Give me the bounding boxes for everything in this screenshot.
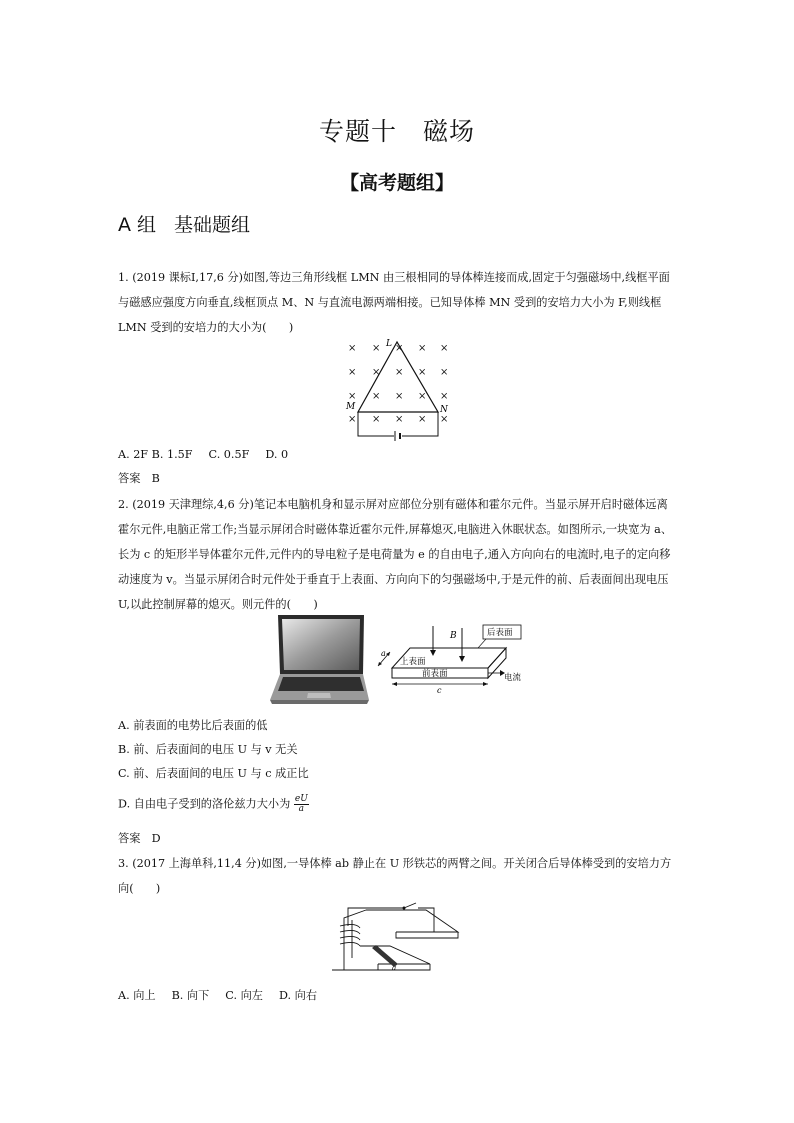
front-face-label: 前表面 [422, 669, 448, 679]
question-2-option-d[interactable] [118, 795, 309, 814]
svg-text:×: × [440, 391, 449, 402]
svg-text:×: × [395, 391, 404, 402]
svg-text:×: × [440, 343, 449, 354]
field-label-b: B [450, 631, 457, 641]
laptop-touchpad [307, 693, 331, 698]
question-1-figure [340, 336, 456, 444]
question-2-option-b[interactable]: B. 前、后表面间的电压 U 与 v 无关 [118, 743, 298, 756]
group-name: 基础题组 [174, 214, 251, 236]
top-face-label: 上表面 [400, 657, 426, 667]
option-c[interactable]: C. 0.5F [208, 448, 250, 461]
svg-text:×: × [418, 391, 427, 402]
option-a[interactable]: A. 向上 [118, 989, 156, 1002]
magnetic-field-crosses [348, 343, 448, 425]
option-c[interactable]: C. 向左 [225, 989, 263, 1002]
upper-arm-top [366, 910, 458, 932]
option-b[interactable]: B. 向下 [171, 989, 210, 1002]
laptop-screen [282, 619, 360, 670]
rod-label-b: b [376, 954, 381, 962]
svg-text:×: × [372, 367, 381, 378]
option-b[interactable]: B. 1.5F [151, 448, 193, 461]
svg-text:×: × [418, 343, 427, 354]
question-1-options [118, 446, 288, 464]
rod-label-a: a [392, 964, 397, 972]
switch-wire-right [418, 908, 434, 932]
option-d-fraction [294, 795, 309, 814]
current-label: 电流 [504, 673, 522, 683]
svg-text:×: × [395, 414, 404, 425]
svg-text:×: × [372, 414, 381, 425]
question-2-text: 2. (2019 天津理综,4,6 分)笔记本电脑机身和显示屏对应部位分别有磁体和霍尔元件。当显示屏开启时磁体远离霍尔元件,电脑正常工作;当显示屏闭合时磁体靠近霍尔元件,屏幕熄灭,电脑进入休眠状态。如图所示,一块宽为 a、长为 c 的矩形半导体霍尔元件,元件内的导电粒子是电荷量为 e 的自由电子,通入方向向右的电流时,电子的定向移动速度为 v。当显示屏闭合时元件处于垂直于上表面、方向向下的匀强磁场中,于是元件的前、后表面间出现电压 U,以此控制屏幕的熄灭。则元件的( ) [118, 498, 673, 611]
lower-arm-top [360, 946, 430, 964]
svg-text:×: × [395, 367, 404, 378]
question-2-answer: 答案 D [118, 832, 161, 845]
length-label-c: c [437, 686, 442, 695]
svg-text:×: × [418, 414, 427, 425]
option-d-text: D. 自由电子受到的洛伦兹力大小为 [118, 797, 291, 811]
question-1-answer: 答案 B [118, 472, 160, 485]
svg-text:×: × [440, 367, 449, 378]
hall-element-figure [376, 622, 526, 708]
switch-pivot [403, 907, 406, 910]
width-label-a: a [381, 649, 386, 658]
laptop-illustration [268, 612, 370, 708]
lower-arm-front [378, 964, 430, 970]
back-face-label: 后表面 [487, 628, 513, 638]
option-d[interactable]: D. 0 [265, 448, 289, 461]
svg-text:×: × [348, 391, 357, 402]
laptop-keyboard [278, 677, 364, 691]
question-3-figure [326, 898, 462, 976]
option-d[interactable]: D. 向右 [278, 989, 318, 1002]
svg-text:×: × [348, 343, 357, 354]
coil-windings [340, 924, 360, 946]
svg-text:×: × [372, 343, 381, 354]
laptop-edge [270, 700, 369, 704]
switch-wire-left [348, 908, 404, 926]
page-title-topic: 专题十 [318, 117, 397, 146]
switch-blade [404, 903, 416, 908]
question-2-option-c[interactable]: C. 前、后表面间的电压 U 与 c 成正比 [118, 767, 309, 780]
question-1-text: 1. (2019 课标Ⅰ,17,6 分)如图,等边三角形线框 LMN 由三根相同的导体棒连接而成,固定于匀强磁场中,线框平面与磁感应强度方向垂直,线框顶点 M、N 与直流电源两端相接。已知导体棒 MN 受到的安培力大小为 F,则线框 LMN 受到的安培力的大小为( ) [118, 271, 670, 334]
page-title-subject: 磁场 [423, 117, 476, 146]
page-title [0, 112, 794, 148]
svg-text:×: × [372, 391, 381, 402]
vertex-label-m: M [346, 402, 356, 412]
option-a[interactable]: A. 2F [118, 448, 149, 461]
svg-text:×: × [348, 367, 357, 378]
svg-text:×: × [418, 367, 427, 378]
question-3-options [118, 987, 317, 1005]
vertex-label-n: N [440, 405, 448, 415]
fraction-numerator: eU [294, 794, 308, 804]
iron-core-back [344, 910, 378, 970]
question-3-text: 3. (2017 上海单科,11,4 分)如图,一导体棒 ab 静止在 U 形铁芯的两臂之间。开关闭合后导体棒受到的安培力方向( ) [118, 857, 672, 895]
group-heading [118, 210, 250, 237]
svg-text:×: × [440, 414, 449, 425]
fraction-denominator: a [298, 804, 305, 814]
section-subtitle: 【高考题组】 [339, 172, 454, 194]
question-2-option-a[interactable]: A. 前表面的电势比后表面的低 [118, 719, 268, 732]
svg-text:×: × [348, 414, 357, 425]
group-label: A 组 [118, 214, 157, 236]
vertex-label-l: L [386, 339, 392, 349]
upper-arm-front [396, 932, 458, 938]
svg-text:×: × [395, 343, 404, 354]
